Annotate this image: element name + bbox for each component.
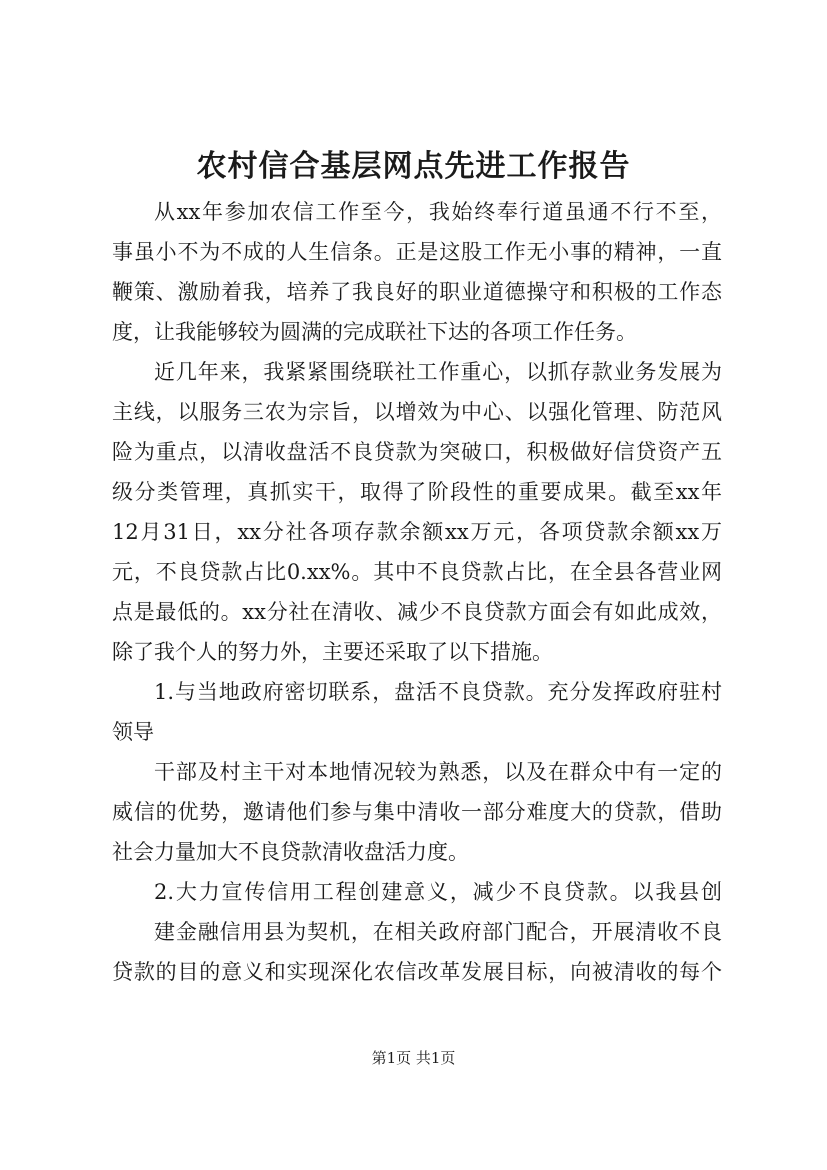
- body-line: 近几年来，我紧紧围绕联社工作重心，以抓存款业务发展为: [154, 360, 722, 384]
- body-line: 干部及村主干对本地情况较为熟悉，以及在群众中有一定的: [154, 760, 722, 784]
- body-line: 鞭策、激励着我，培养了我良好的职业道德操守和积极的工作态: [112, 280, 722, 304]
- body-line: 12月31日，xx分社各项存款余额xx万元，各项贷款余额xx万: [112, 520, 722, 544]
- body-line: 威信的优势，邀请他们参与集中清收一部分难度大的贷款，借助: [112, 800, 722, 824]
- body-line: 除了我个人的努力外，主要还采取了以下措施。: [112, 640, 553, 664]
- body-line: 1.与当地政府密切联系，盘活不良贷款。充分发挥政府驻村: [154, 680, 722, 704]
- body-line: 从xx年参加农信工作至今，我始终奉行道虽通不行不至，: [154, 200, 722, 224]
- body-line: 社会力量加大不良贷款清收盘活力度。: [112, 840, 469, 864]
- body-line: 事虽小不为不成的人生信条。正是这股工作无小事的精神，一直: [112, 240, 722, 264]
- body-line: 贷款的目的意义和实现深化农信改革发展目标，向被清收的每个: [112, 960, 722, 984]
- body-line: 元，不良贷款占比0.xx%。其中不良贷款占比，在全县各营业网: [112, 560, 722, 584]
- body-line: 度，让我能够较为圆满的完成联社下达的各项工作任务。: [112, 320, 637, 344]
- body-line: 点是最低的。xx分社在清收、减少不良贷款方面会有如此成效，: [112, 600, 722, 624]
- body-line: 主线，以服务三农为宗旨，以增效为中心、以强化管理、防范风: [112, 400, 722, 424]
- body-line: 领导: [112, 720, 154, 744]
- body-line: 险为重点，以清收盘活不良贷款为突破口，积极做好信贷资产五: [112, 440, 722, 464]
- body-line: 2.大力宣传信用工程创建意义，减少不良贷款。以我县创: [154, 880, 722, 904]
- document-title: 农村信合基层网点先进工作报告: [196, 149, 631, 184]
- body-line: 级分类管理，真抓实干，取得了阶段性的重要成果。截至xx年: [112, 480, 722, 504]
- body-line: 建金融信用县为契机，在相关政府部门配合，开展清收不良: [154, 920, 722, 944]
- page-footer: 第1页 共1页: [371, 1049, 456, 1067]
